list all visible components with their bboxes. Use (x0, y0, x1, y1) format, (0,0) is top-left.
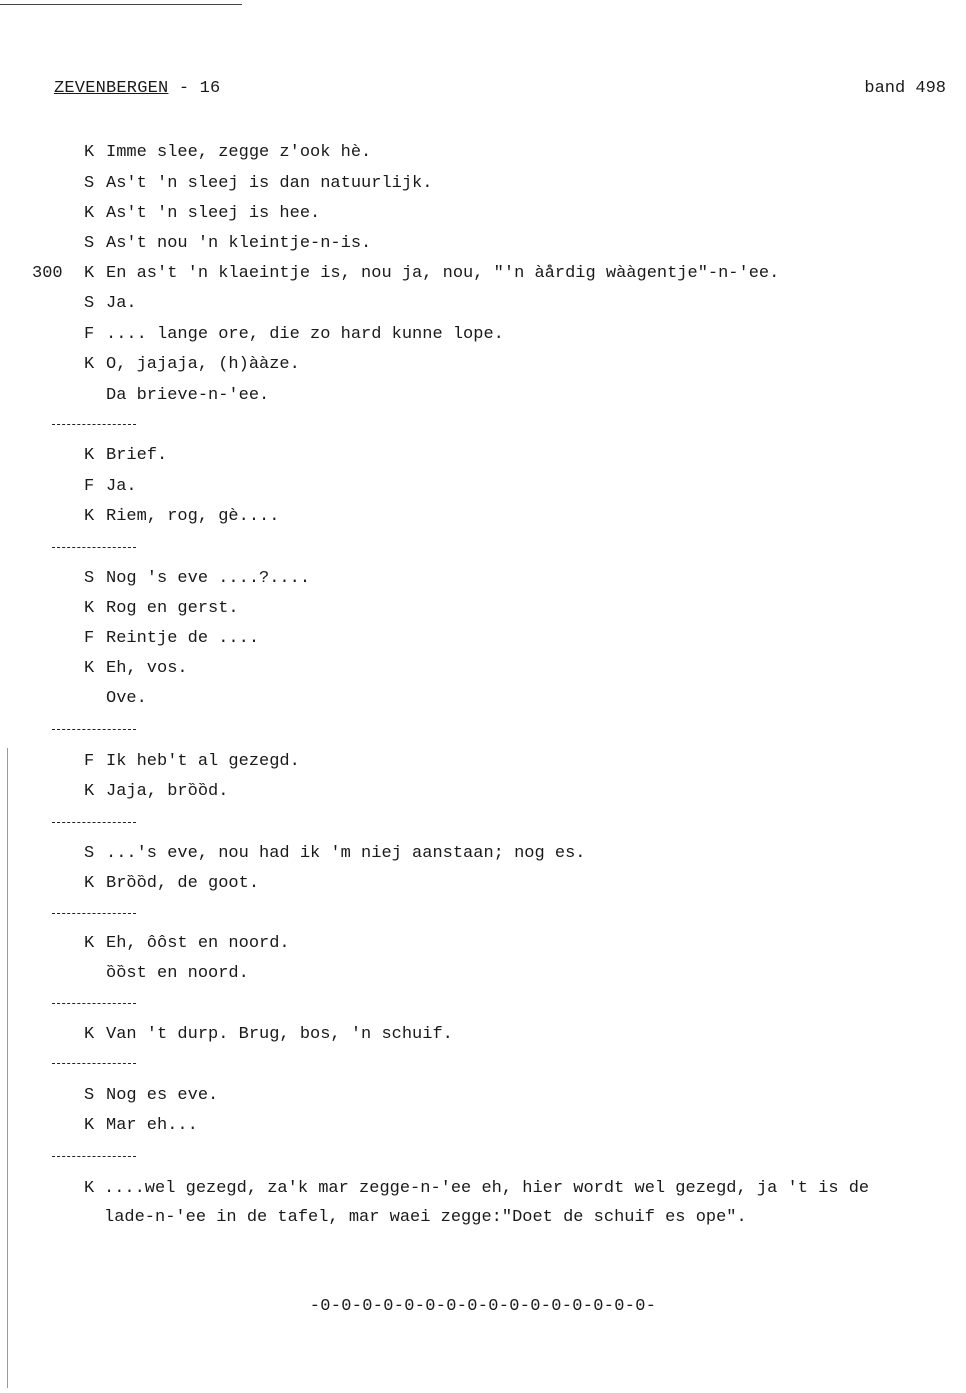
utterance: Rog en gerst. (106, 599, 239, 618)
utterance: lade-n-'ee in de tafel, mar waei zegge:"Doet de schuif es ope". (104, 1208, 747, 1227)
utterance: Ja. (106, 477, 137, 496)
utterance: Ove. (106, 689, 147, 708)
utterance: O, jajaja, (h)ààze. (106, 355, 300, 374)
section-separator (52, 822, 136, 823)
utterance: Van 't durp. Brug, bos, 'n schuif. (106, 1025, 453, 1044)
speaker-label: K (84, 1179, 95, 1198)
utterance: Riem, rog, gè.... (106, 507, 280, 526)
section-separator (52, 1156, 136, 1157)
section-separator (52, 424, 136, 425)
speaker-label: S (84, 294, 95, 313)
speaker-label: K (84, 143, 95, 162)
speaker-label: K (84, 355, 95, 374)
utterance: .... lange ore, die zo hard kunne lope. (106, 325, 504, 344)
speaker-label: K (84, 1116, 95, 1135)
utterance: Imme slee, zegge z'ook hè. (106, 143, 372, 162)
utterance: En as't 'n klaeintje is, nou ja, nou, "'n àårdig wààgentje"-n-'ee. (106, 264, 780, 283)
speaker-label: K (84, 1025, 95, 1044)
speaker-label: K (84, 659, 95, 678)
margin-line (7, 748, 8, 1388)
utterance: Nog es eve. (106, 1086, 219, 1105)
section-separator (52, 913, 136, 914)
speaker-label: S (84, 1086, 95, 1105)
speaker-label: F (84, 752, 95, 771)
place-name: ZEVENBERGEN (54, 79, 169, 98)
speaker-label: K (84, 934, 95, 953)
utterance: Brief. (106, 446, 168, 465)
end-of-section-marker: -0-0-0-0-0-0-0-0-0-0-0-0-0-0-0-0- (309, 1297, 657, 1316)
speaker-label: K (84, 874, 95, 893)
speaker-label: K (84, 204, 95, 223)
speaker-label: K (84, 782, 95, 801)
utterance: Eh, vos. (106, 659, 188, 678)
speaker-label: K (84, 507, 95, 526)
top-rule (0, 4, 242, 5)
speaker-label: F (84, 477, 95, 496)
utterance: As't nou 'n kleintje-n-is. (106, 234, 372, 253)
speaker-label: S (84, 174, 95, 193)
utterance: As't 'n sleej is dan natuurlijk. (106, 174, 433, 193)
utterance: Jaja, brȍȍd. (106, 782, 229, 801)
section-separator (52, 729, 136, 730)
utterance: Reintje de .... (106, 629, 260, 648)
utterance: ....wel gezegd, za'k mar zegge-n-'ee eh, hier wordt wel gezegd, ja 't is de (104, 1179, 870, 1198)
section-separator (52, 547, 136, 548)
utterance: As't 'n sleej is hee. (106, 204, 321, 223)
utterance: Ik heb't al gezegd. (106, 752, 300, 771)
speaker-label: S (84, 844, 95, 863)
utterance: Eh, ôôst en noord. (106, 934, 290, 953)
utterance: ȍȍst en noord. (106, 964, 249, 983)
section-separator (52, 1063, 136, 1064)
line-number-marker: 300 (32, 264, 63, 283)
speaker-label: F (84, 325, 95, 344)
page-header-title (54, 79, 220, 98)
band-label: band 498 (864, 79, 946, 98)
speaker-label: S (84, 234, 95, 253)
utterance: ...'s eve, nou had ik 'm niej aanstaan; nog es. (106, 844, 586, 863)
utterance: Brȍȍd, de goot. (106, 874, 260, 893)
utterance: Ja. (106, 294, 137, 313)
section-separator (52, 1003, 136, 1004)
speaker-label: F (84, 629, 95, 648)
speaker-label: K (84, 446, 95, 465)
page-number: - 16 (168, 79, 221, 98)
utterance: Mar eh... (106, 1116, 198, 1135)
speaker-label: S (84, 569, 95, 588)
speaker-label: K (84, 264, 95, 283)
speaker-label: K (84, 599, 95, 618)
utterance: Nog 's eve ....?.... (106, 569, 311, 588)
utterance: Da brieve-n-'ee. (106, 386, 270, 405)
